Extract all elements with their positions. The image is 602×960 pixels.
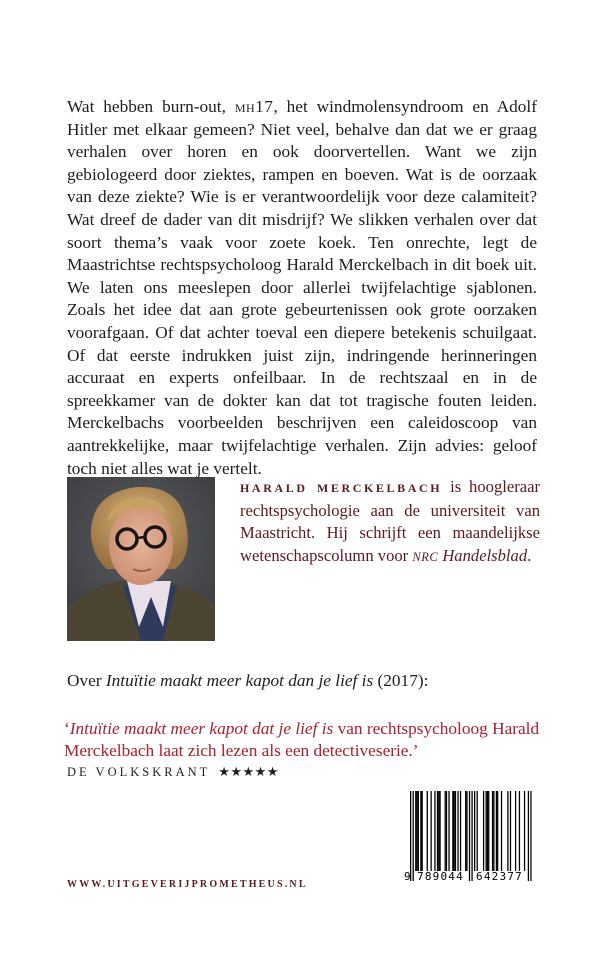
barcode-bar [501, 791, 502, 871]
barcode-bar [477, 791, 478, 871]
author-photo [67, 477, 215, 641]
author-name: HARALD MERCKELBACH [240, 481, 443, 495]
author-bio-text: is hoogleraar rechtspsychologie aan de universiteit van Maastricht. Hij schrijft een maandelijkse wetenschapscolumn voor [240, 477, 540, 565]
isbn-barcode [400, 783, 545, 883]
barcode-bar [493, 791, 494, 871]
barcode-bar [497, 791, 498, 871]
author-portrait-image [67, 477, 215, 641]
barcode-bar [488, 791, 489, 871]
barcode-bar [437, 791, 438, 871]
barcode-bar [466, 791, 467, 871]
barcode-bar [465, 791, 466, 871]
barcode-bar [416, 791, 417, 871]
barcode-bar [446, 791, 447, 871]
barcode-bar [439, 791, 440, 871]
quote-text: van rechtspsycholoog Harald Merckelbach laat zich lezen als een detectiveserie.’ [64, 719, 540, 761]
barcode-bar [427, 791, 428, 871]
barcode-bar [460, 791, 461, 871]
barcode-bar [457, 791, 458, 871]
barcode-left-digits: 789044 [417, 870, 464, 883]
newspaper-name: Handelsblad [442, 545, 528, 565]
back-cover-blurb [67, 96, 537, 480]
barcode-bar [434, 791, 435, 871]
barcode-graphic [400, 783, 545, 883]
barcode-bar [448, 791, 449, 871]
blurb-body: , het windmolensyndroom en Adolf Hitler met elkaar gemeen? Niet veel, behalve dan dat we er graag verhalen over horen en ook doorvertellen. Want we zijn gebiologeerd door ziektes, rampen en boeven. Wat is de oorzaak van deze ziekte? Wie is er verantwoordelijk voor deze calamiteit? Wat dreef de dader van dit misdrijf? We slikken verhalen over dat soort thema’s vaak voor zoete koek. Ten onrechte, legt de Maastrichtse rechtspsycholoog Harald Merckelbach in dit boek uit. We laten ons meeslepen door allerlei twijfelachtige sjablonen. Zoals het idee dat aan grote gebeurtenissen ook grote oorzaken voorafgaan. Of dat achter toeval een diepere betekenis schuilgaat. Of dat eerste indrukken juist zijn, indringende herinneringen accuraat en experts onfeilbaar. In de rechtszaal en in de spreekkamer van de dokter kan dat tot tragische fouten leiden. Merckelbachs voorbeelden beschrijven een caleidoscoop van aantrekkelijke, maar twijfelachtige verhalen. Zijn advies: geloof toch niet alles wat je vertelt. [67, 97, 537, 478]
quote-open-mark: ‘ [64, 719, 70, 738]
barcode-bar [507, 791, 508, 871]
blurb-mh17: mh17 [234, 97, 274, 116]
newspaper-abbrev: NRC [412, 549, 439, 564]
review-quote [64, 718, 544, 763]
barcode-bar [430, 791, 431, 871]
barcode-bar [510, 791, 511, 871]
barcode-bar [530, 791, 531, 881]
review-source-name: DE VOLKSKRANT [67, 765, 211, 779]
barcode-bar [413, 791, 414, 881]
quote-book-title: Intuïtie maakt meer kapot dat je lief is [69, 719, 334, 738]
barcode-bar [486, 791, 487, 871]
barcode-bar [483, 791, 484, 871]
blurb-intro: Wat hebben burn-out, [67, 97, 235, 116]
barcode-bar [471, 791, 472, 881]
barcode-bar [445, 791, 446, 871]
author-bio [240, 476, 540, 568]
previous-book-line [67, 670, 547, 692]
barcode-bar [418, 791, 419, 871]
barcode-right-digits: 642377 [476, 870, 523, 883]
barcode-bar [474, 791, 475, 871]
previous-book-title: Intuïtie maakt meer kapot dan je lief is [105, 671, 374, 690]
barcode-bar [487, 791, 488, 871]
barcode-bar [438, 791, 439, 871]
barcode-bar [528, 791, 529, 881]
publisher-url[interactable]: WWW.UITGEVERIJPROMETHEUS.NL [67, 879, 308, 890]
barcode-bar [524, 791, 525, 871]
barcode-bar [415, 791, 416, 871]
star-rating-icon: ★★★★★ [218, 764, 279, 779]
barcode-bar [492, 791, 493, 871]
barcode-bar [452, 791, 453, 871]
barcode-bar [515, 791, 516, 871]
barcode-first-digit: 9 [404, 870, 411, 883]
barcode-bar [519, 791, 520, 871]
barcode-bar [455, 791, 456, 871]
barcode-bar [496, 791, 497, 871]
barcode-bar [420, 791, 421, 871]
barcode-bar [410, 791, 411, 881]
barcode-bar [422, 791, 423, 871]
previous-book-prefix: Over [67, 671, 106, 690]
review-source [67, 764, 279, 780]
barcode-bar [469, 791, 470, 881]
author-bio-end: . [527, 545, 532, 565]
barcode-bar [454, 791, 455, 871]
previous-book-year: (2017): [373, 671, 429, 690]
